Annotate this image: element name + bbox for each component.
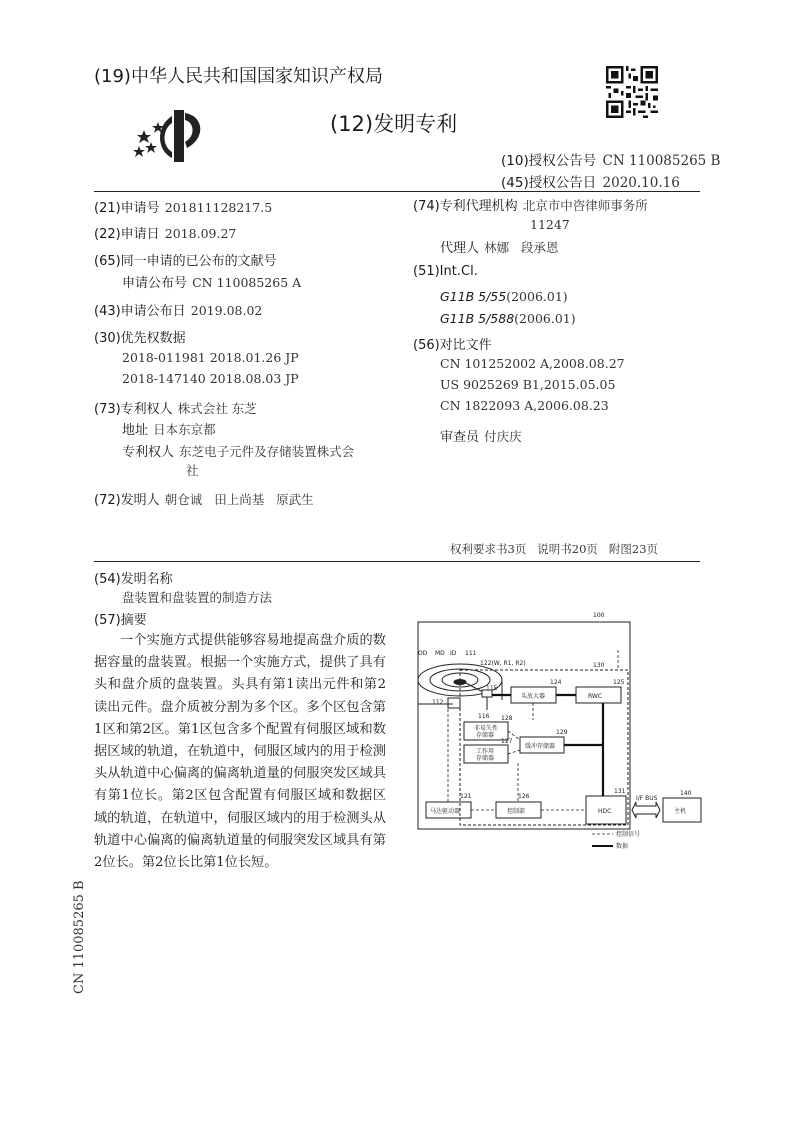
intcl-code: G11B 5/55 [440, 289, 507, 304]
patentee: 株式会社 东芝 [177, 401, 257, 416]
application-number: 201811128217.5 [164, 200, 273, 215]
page-counts: 权利要求书3页 说明书20页 附图23页 [450, 542, 659, 556]
patentee2-row [122, 441, 354, 460]
patent-office-name: (19)中华人民共和国国家知识产权局 [94, 66, 383, 87]
agent-label: 代理人 [440, 241, 480, 256]
inventors: 朝仓诚 田上尚基 原武生 [164, 492, 314, 507]
agency: 北京市中咨律师事务所 [522, 198, 648, 213]
agents: 林娜 段承恩 [484, 240, 559, 255]
application-number-label: (21)申请号 [94, 201, 160, 216]
address-row [122, 419, 216, 438]
svg-text:主机: 主机 [674, 808, 687, 815]
application-date: 2018.09.27 [164, 226, 237, 241]
patentee-row [94, 398, 257, 417]
document-type: (12)发明专利 [330, 112, 458, 136]
svg-text:控制信号: 控制信号 [616, 831, 641, 838]
svg-text:OD: OD [418, 650, 428, 657]
svg-text:111: 111 [465, 650, 477, 657]
agency-row [413, 195, 648, 214]
svg-text:126: 126 [518, 793, 530, 800]
svg-text:100: 100 [593, 612, 605, 619]
cited-reference: US 9025269 B1,2015.05.05 [440, 377, 616, 392]
qr-code [606, 66, 658, 118]
intcl-version: (2006.01) [506, 289, 568, 304]
priority-data-label: (30)优先权数据 [94, 331, 186, 346]
prior-publication-label: (65)同一申请的已公布的文献号 [94, 254, 277, 269]
patentee-label: (73)专利权人 [94, 402, 173, 417]
grant-pub-number-label: (10)授权公告号 [501, 153, 597, 169]
grant-pub-number: CN 110085265 B [602, 153, 721, 169]
svg-text:122(W, R1, R2): 122(W, R1, R2) [480, 660, 526, 667]
cited-reference: CN 101252002 A,2008.08.27 [440, 356, 625, 371]
cited-references-label: (56)对比文件 [413, 338, 492, 353]
title-label: (54)发明名称 [94, 572, 173, 587]
grant-date-label: (45)授权公告日 [501, 175, 597, 191]
grant-date: 2020.10.16 [602, 175, 680, 191]
svg-text:125: 125 [613, 679, 625, 686]
svg-text:127: 127 [501, 738, 513, 745]
svg-text:130: 130 [593, 662, 605, 669]
publication-number: CN 110085265 A [192, 275, 302, 290]
invention-title: 盘装置和盘装置的制造方法 [122, 590, 273, 605]
intcl-code: G11B 5/588 [440, 311, 515, 326]
application-number-row [94, 197, 272, 216]
examiner: 付庆庆 [484, 429, 522, 444]
agency-label: (74)专利代理机构 [413, 199, 518, 214]
svg-text:缓冲存储器: 缓冲存储器 [525, 743, 556, 750]
agent-row [440, 237, 559, 256]
svg-text:头放大器: 头放大器 [521, 693, 546, 700]
priority-entry: 2018-147140 2018.08.03 JP [122, 371, 299, 386]
abstract-text: 一个实施方式提供能够容易地提高盘介质的数据容量的盘装置。根据一个实施方式，提供了具有头和盘介质的盘装置。头具有第1读出元件和第2读出元件。盘介质被分割为多个区。多个区包含第1区和第2区。第1区包含多个配置有伺服区域和数据区域的轨道，在轨道中，伺服区域内的用于检测头从轨道中心偏离的偏离轨道量的伺服突发区域具有第1位长。第2区包含配置有伺服区域和数据区域的轨道，在轨道中，伺服区域内的用于检测头从轨道中心偏离的偏离轨道量的伺服突发区域具有第2位长。第2位长比第1位长短。 [94, 633, 386, 871]
svg-text:HDC: HDC [598, 808, 612, 815]
svg-text:存储器: 存储器 [476, 755, 495, 762]
patentee2-label: 专利权人 [122, 445, 175, 460]
svg-text:115: 115 [486, 685, 498, 692]
intcl-version: (2006.01) [514, 311, 576, 326]
spindle-motor [448, 698, 460, 708]
abstract-figure [408, 610, 708, 850]
address: 日本东京都 [153, 422, 216, 437]
svg-text:控制部: 控制部 [507, 808, 526, 815]
office-logo [130, 108, 210, 164]
svg-text:116: 116 [478, 713, 490, 720]
address-label: 地址 [122, 423, 149, 438]
intcl-entry [440, 308, 576, 327]
section-divider [94, 561, 700, 562]
application-date-label: (22)申请日 [94, 227, 160, 242]
side-publication-number: CN 110085265 B [72, 880, 87, 994]
svg-text:数据: 数据 [616, 843, 629, 850]
examiner-label: 审查员 [440, 430, 480, 445]
grant-date-row [501, 171, 680, 191]
publication-date-row [94, 300, 262, 319]
svg-text:马达驱动器: 马达驱动器 [430, 808, 461, 815]
header-divider [94, 191, 700, 192]
svg-text:124: 124 [550, 679, 562, 686]
inventor-label: (72)发明人 [94, 493, 160, 508]
svg-text:RWC: RWC [588, 693, 603, 700]
cited-reference: CN 1822093 A,2006.08.23 [440, 398, 609, 413]
svg-text:121: 121 [460, 793, 472, 800]
publication-number-label: 申请公布号 [122, 276, 188, 291]
grant-pub-number-row [501, 149, 720, 169]
publication-number-row [122, 272, 301, 291]
svg-text:I/F BUS: I/F BUS [636, 795, 658, 802]
intcl-label: (51)Int.Cl. [413, 264, 478, 279]
examiner-row [440, 426, 522, 445]
intcl-entry [440, 286, 568, 305]
svg-text:112: 112 [432, 699, 444, 706]
svg-text:非易失性: 非易失性 [474, 725, 499, 732]
publication-date: 2019.08.02 [190, 303, 263, 318]
priority-entry: 2018-011981 2018.01.26 JP [122, 350, 299, 365]
application-date-row [94, 223, 236, 242]
svg-text:存储器: 存储器 [476, 732, 495, 739]
inventor-row [94, 489, 314, 508]
svg-text:工作用: 工作用 [476, 748, 495, 755]
svg-text:129: 129 [556, 729, 568, 736]
svg-text:MD: MD [435, 650, 445, 657]
patentee2: 东芝电子元件及存储装置株式会 [179, 444, 355, 459]
svg-text:128: 128 [501, 715, 513, 722]
svg-text:131: 131 [614, 788, 626, 795]
patentee2-continuation: 社 [186, 463, 199, 478]
svg-text:ID: ID [450, 650, 457, 657]
svg-text:140: 140 [680, 790, 692, 797]
abstract-label: (57)摘要 [94, 613, 147, 628]
agency-code: 11247 [530, 217, 570, 232]
publication-date-label: (43)申请公布日 [94, 304, 186, 319]
